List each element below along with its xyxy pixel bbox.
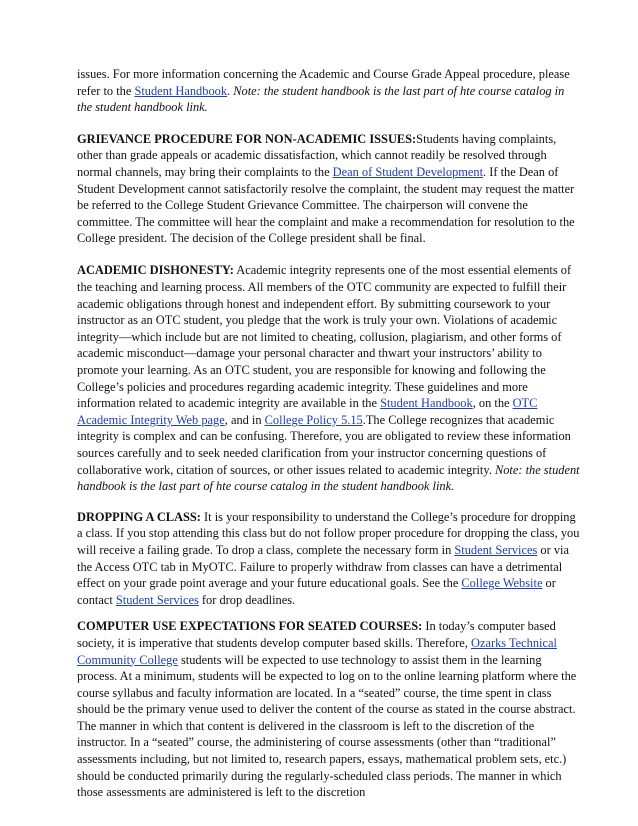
body-text: , and in [224, 412, 265, 427]
academic-integrity-web-page-link[interactable]: OTC Academic Integrity Web page [77, 396, 538, 427]
paragraph-grievance-procedure [77, 131, 582, 247]
body-text: issues. For more information concerning the Academic and Course Grade Appeal procedure, please refer to the [77, 67, 570, 98]
paragraph-computer-use-expectations [77, 618, 582, 801]
student-services-link[interactable]: Student Services [454, 542, 538, 557]
paragraph-academic-dishonesty [77, 262, 582, 494]
italic-note: Note: the student handbook is the last part of hte course catalog in the student handbook link. [77, 462, 580, 494]
body-text: In today’s computer based society, it is imperative that students develop computer based skills. Therefore, [77, 619, 556, 650]
body-text: or contact [77, 576, 556, 607]
dean-of-student-development-link[interactable]: Dean of Student Development [332, 164, 484, 179]
section-heading: DROPPING A CLASS: [77, 509, 201, 524]
body-text: or via the Access OTC tab in MyOTC. Failure to properly withdraw from classes can have a detrimental effect on your grade point average and your future educational goals. See the [77, 542, 569, 591]
body-text: . [227, 83, 234, 98]
section-heading: COMPUTER USE EXPECTATIONS FOR SEATED COURSES: [77, 619, 423, 634]
paragraph-dropping-a-class [77, 509, 582, 609]
paragraph-grade-appeal [77, 66, 582, 116]
italic-note: Note: the student handbook is the last part of hte course catalog in the student handbook link. [77, 83, 565, 115]
body-text: Students having complaints, other than grade appeals or academic dissatisfaction, which cannot readily be resolved through normal channels, may bring their complaints to the [77, 131, 557, 179]
body-text: for drop deadlines. [198, 592, 296, 607]
student-handbook-link[interactable]: Student Handbook [380, 396, 473, 411]
section-heading: GRIEVANCE PROCEDURE FOR NON-ACADEMIC ISSUES: [77, 131, 417, 146]
ozarks-technical-community-college-link[interactable]: Ozarks Technical Community College [77, 635, 557, 667]
section-heading: ACADEMIC DISHONESTY: [77, 263, 234, 278]
college-website-link[interactable]: College Website [461, 576, 543, 591]
college-policy-link[interactable]: College Policy 5.15 [264, 412, 363, 427]
body-text: students will be expected to use technology to assist them in the learning process. At a minimum, students will be expected to log on to the online learning platform where the course syllabus and faculty information are located. In a “seated” course, the time spent in class should be the primary venue used to deliver the content of the course as stated in the course abstract. The manner in which that content is delivered in the classroom is left to the discretion of the instructor. In a “seated” course, the administering of course assessments (other than “traditional” assessments including, but not limited to, research papers, essays, mathematical problem sets, etc.) should be conducted primarily during the regularly-scheduled class periods. The manner in which those assessments are administered is left to the discretion [77, 652, 577, 800]
body-text: . If the Dean of Student Development cannot satisfactorily resolve the complaint, the student may request the matter be referred to the College Student Grievance Committee. The chairperson will convene the committee. The committee will hear the complaint and make a recommendation for resolution to the College president. The decision of the College president shall be final. [77, 164, 575, 246]
body-text: Academic integrity represents one of the most essential elements of the teaching and learning process. All members of the OTC community are expected to fulfill their academic obligations through honest and independent effort. By submitting coursework to your instructor as an OTC student, you pledge that the work is truly your own. Violations of academic integrity—which include but are not limited to cheating, collusion, plagiarism, and other forms of academic misconduct—damage your personal character and thwart your instructors’ ability to promote your learning. As an OTC student, you are responsible for knowing and following the College’s policies and procedures regarding academic integrity. These guidelines and more information related to academic integrity are available in the [77, 263, 572, 411]
body-text: It is your responsibility to understand the College’s procedure for dropping a class. If you stop attending this class but do not follow proper procedure for dropping the class, you will receive a failing grade. To drop a class, complete the necessary form in [77, 509, 580, 557]
body-text: , on the [472, 396, 513, 411]
student-services-link[interactable]: Student Services [115, 592, 199, 607]
body-text: .The College recognizes that academic integrity is complex and can be confusing. Therefore, you are obligated to review these information sources carefully and to seek needed clarification from your instructor concerning questions of collaborative work, citation of sources, or other issues related to academic integrity. [77, 412, 571, 477]
student-handbook-link[interactable]: Student Handbook [134, 83, 228, 98]
